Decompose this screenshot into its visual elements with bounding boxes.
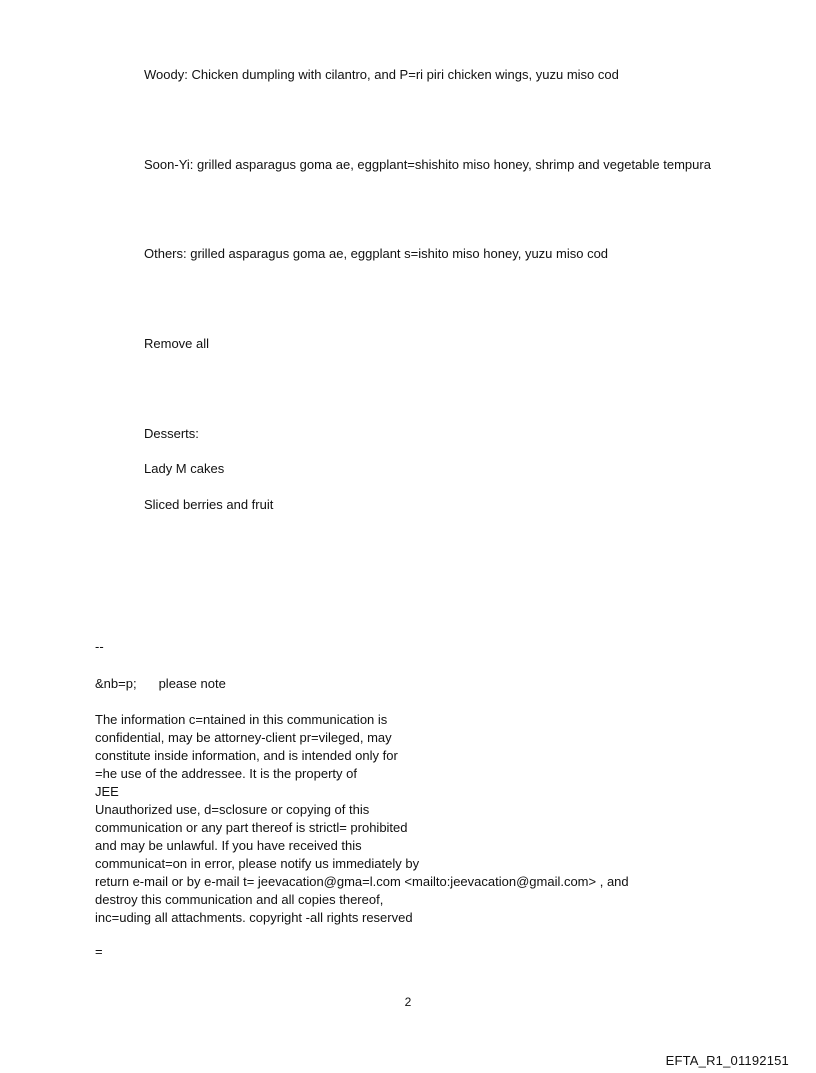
desserts-heading: Desserts: xyxy=(144,426,199,441)
please-note: please note xyxy=(158,676,226,691)
signature-note-line xyxy=(95,675,226,693)
disclaimer-line: and may be unlawful. If you have received this xyxy=(95,838,362,853)
dessert-item: Sliced berries and fruit xyxy=(144,497,274,512)
menu-soon-yi: Soon-Yi: grilled asparagus goma ae, eggplant=shishito miso honey, shrimp and vegetable tempura xyxy=(144,157,711,172)
disclaimer-line: confidential, may be attorney-client pr=vileged, may xyxy=(95,730,392,745)
dessert-item: Lady M cakes xyxy=(144,461,225,476)
disclaimer-line: communicat=on in error, please notify us immediately by xyxy=(95,856,420,871)
disclaimer-line: return e-mail or by e-mail t= jeevacation@gma=l.com <mailto:jeevacation@gmail.com> , and xyxy=(95,874,629,889)
signature-separator: -- xyxy=(95,639,104,654)
page-number: 2 xyxy=(404,995,412,1009)
disclaimer-line: Unauthorized use, d=sclosure or copying of this xyxy=(95,802,370,817)
menu-others: Others: grilled asparagus goma ae, eggplant s=ishito miso honey, yuzu miso cod xyxy=(144,246,609,261)
disclaimer-line: communication or any part thereof is strictl= prohibited xyxy=(95,820,408,835)
nbsp-artifact: &nb=p; xyxy=(95,676,137,691)
disclaimer-line: inc=uding all attachments. copyright -all rights reserved xyxy=(95,910,413,925)
trailing-equals: = xyxy=(95,944,103,959)
disclaimer-line: The information c=ntained in this communication is xyxy=(95,712,388,727)
disclaimer-line: constitute inside information, and is intended only for xyxy=(95,748,398,763)
disclaimer-line: destroy this communication and all copies thereof, xyxy=(95,892,384,907)
document-id: EFTA_R1_01192151 xyxy=(665,1053,789,1068)
menu-woody: Woody: Chicken dumpling with cilantro, and P=ri piri chicken wings, yuzu miso cod xyxy=(144,67,619,82)
disclaimer-line: =he use of the addressee. It is the property of xyxy=(95,766,357,781)
disclaimer-line: JEE xyxy=(95,784,119,799)
menu-remove-all: Remove all xyxy=(144,336,210,351)
confidentiality-disclaimer xyxy=(95,711,629,927)
